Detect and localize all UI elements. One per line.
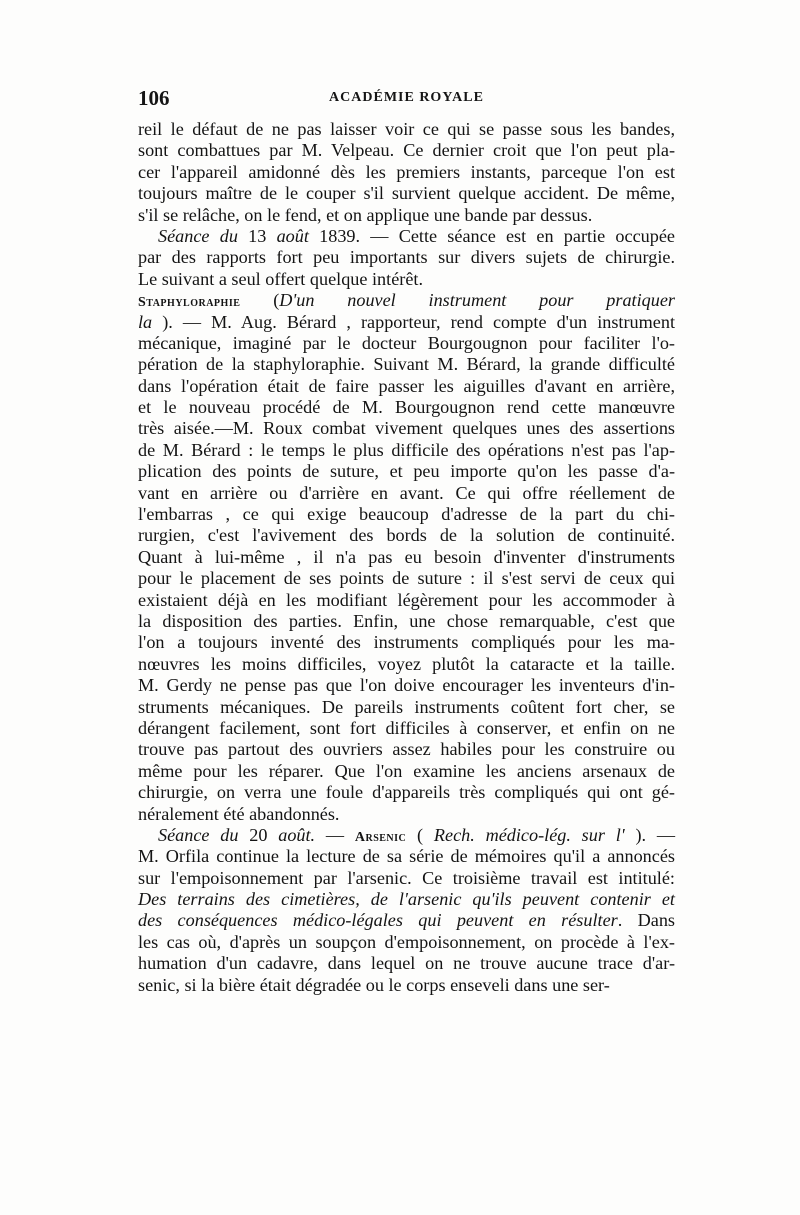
text-line <box>138 782 675 803</box>
text-run: néralement été abandonnés. <box>138 803 340 824</box>
text-line <box>138 932 675 953</box>
text-line <box>138 846 675 867</box>
text-run: struments mécaniques. De pareils instruments coûtent fort cher, se <box>138 696 675 717</box>
text-run: pération de la staphyloraphie. Suivant M. Bérard, la grande difficulté <box>138 354 675 375</box>
text-line <box>138 568 675 589</box>
text-run: Des terrains des cimetières, de l'arsenic qu'ils peuvent contenir et <box>138 889 675 910</box>
text-run: août. <box>278 824 316 845</box>
text-run: . Dans <box>617 910 675 931</box>
text-run: par des rapports fort peu importants sur divers sujets de chirurgie. <box>138 247 675 268</box>
text-line <box>138 461 675 482</box>
text-run: Séance du <box>158 824 250 845</box>
text-line <box>138 718 675 739</box>
text-run: très aisée.—M. Roux combat vivement quelques unes des assertions <box>138 418 675 439</box>
text-line <box>138 140 675 161</box>
section-heading: Arsenic <box>354 829 407 845</box>
text-line <box>138 183 675 204</box>
text-run: toujours maître de le couper s'il survient quelque accident. De même, <box>138 183 675 204</box>
running-head <box>138 86 675 116</box>
text-run: cer l'appareil amidonné dès les premiers instants, parceque l'on est <box>138 161 675 182</box>
text-line <box>138 247 675 268</box>
text-run: ). — M. Aug. Bérard , rapporteur, rend compte d'un instrument <box>152 311 675 332</box>
text-run: l'on a toujours inventé des instruments compliqués pour les ma- <box>138 632 675 653</box>
text-run: et le nouveau procédé de M. Bourgougnon rend cette manœuvre <box>138 397 675 418</box>
text-line <box>138 825 675 846</box>
text-run: 20 <box>249 824 279 845</box>
text-run: des conséquences médico-légales qui peuvent en résulter <box>138 910 618 931</box>
running-title: ACADÉMIE ROYALE <box>329 90 484 105</box>
text-line <box>138 205 675 226</box>
text-line <box>138 868 675 889</box>
text-run: humation d'un cadavre, dans lequel on ne trouve aucune trace d'ar- <box>138 953 675 974</box>
text-line <box>138 269 675 290</box>
text-line <box>138 525 675 546</box>
text-line <box>138 290 675 311</box>
page-number: 106 <box>138 86 170 110</box>
text-line <box>138 739 675 760</box>
text-run: août <box>276 225 309 246</box>
text-run: — <box>315 824 355 845</box>
text-line <box>138 654 675 675</box>
text-line <box>138 889 675 910</box>
text-run: rurgien, c'est l'avivement des bords de la solution de continuité. <box>138 525 675 546</box>
section-heading: Staphyloraphie <box>138 295 241 311</box>
text-run: dans l'opération était de faire passer les aiguilles d'avant en arrière, <box>138 375 675 396</box>
text-line <box>138 418 675 439</box>
text-run: Le suivant a seul offert quelque intérêt. <box>138 268 424 289</box>
text-run: 13 <box>248 225 277 246</box>
text-line <box>138 697 675 718</box>
text-run: de M. Bérard : le temps le plus difficile des opérations n'est pas l'ap- <box>138 439 675 460</box>
text-run: sont combattues par M. Velpeau. Ce dernier croit que l'on peut pla- <box>138 140 675 161</box>
text-run: Rech. médico-lég. sur l' <box>433 824 625 845</box>
text-run: nœuvres les moins difficiles, voyez plutôt la cataracte et la taille. <box>138 653 675 674</box>
text-run: les cas où, d'après un soupçon d'empoisonnement, on procède à l'ex- <box>138 931 675 952</box>
text-line <box>138 440 675 461</box>
text-run: vant en arrière ou d'arrière en avant. Ce qui offre réellement de <box>138 482 675 503</box>
text-line <box>138 504 675 525</box>
text-line <box>138 953 675 974</box>
text-run: M. Gerdy ne pense pas que l'on doive encourager les inventeurs d'in- <box>138 675 675 696</box>
text-run: reil le défaut de ne pas laisser voir ce qui se passe sous les bandes, <box>138 119 675 139</box>
text-line <box>138 590 675 611</box>
text-line <box>138 354 675 375</box>
text-line <box>138 761 675 782</box>
text-line <box>138 226 675 247</box>
text-line <box>138 162 675 183</box>
text-run: ). — <box>624 824 676 845</box>
text-line <box>138 333 675 354</box>
text-line <box>138 910 675 931</box>
text-line <box>138 376 675 397</box>
text-run: existaient déjà en les modifiant légèrement pour les accommoder à <box>138 589 675 610</box>
body-text <box>138 119 675 996</box>
text-line <box>138 611 675 632</box>
text-run: mécanique, imaginé par le docteur Bourgougnon pour faciliter l'o- <box>138 332 675 353</box>
text-run: même pour les réparer. Que l'on examine les anciens arsenaux de <box>138 760 675 781</box>
text-run: l'embarras , ce qui exige beaucoup d'adresse de la part du chi- <box>138 504 675 525</box>
text-run: plication des points de suture, et peu importe qu'on les passe d'a- <box>138 461 675 482</box>
text-line <box>138 119 675 140</box>
text-run: la <box>138 311 153 332</box>
text-run: sur l'empoisonnement par l'arsenic. Ce troisième travail est intitulé: <box>138 867 675 888</box>
text-run: ( <box>240 290 280 311</box>
text-run: trouve pas partout des ouvriers assez habiles pour les construire ou <box>138 739 675 760</box>
text-line <box>138 397 675 418</box>
text-run: 1839. — Cette séance est en partie occupée <box>308 225 676 246</box>
text-line <box>138 975 675 996</box>
text-line <box>138 804 675 825</box>
text-run: chirurgie, on verra une foule d'appareils très compliqués qui ont gé- <box>138 782 675 803</box>
text-run: la disposition des parties. Enfin, une chose remarquable, c'est que <box>138 610 675 631</box>
text-line <box>138 675 675 696</box>
text-line <box>138 312 675 333</box>
text-run: dérangent facilement, sont fort difficiles à conserver, et enfin on ne <box>138 717 675 738</box>
text-run: ( <box>406 824 434 845</box>
text-run: D'un nouvel instrument pour pratiquer <box>279 290 675 311</box>
text-line <box>138 632 675 653</box>
text-run: Séance du <box>158 225 249 246</box>
text-run: senic, si la bière était dégradée ou le corps enseveli dans une ser- <box>138 974 610 995</box>
text-run: M. Orfila continue la lecture de sa série de mémoires qu'il a annoncés <box>138 846 675 867</box>
text-line <box>138 483 675 504</box>
text-run: pour le placement de ses points de suture : il s'est servi de ceux qui <box>138 568 675 589</box>
text-line <box>138 547 675 568</box>
text-run: s'il se relâche, on le fend, et on applique une bande par dessus. <box>138 204 593 225</box>
text-run: Quant à lui-même , il n'a pas eu besoin d'inventer d'instruments <box>138 546 675 567</box>
